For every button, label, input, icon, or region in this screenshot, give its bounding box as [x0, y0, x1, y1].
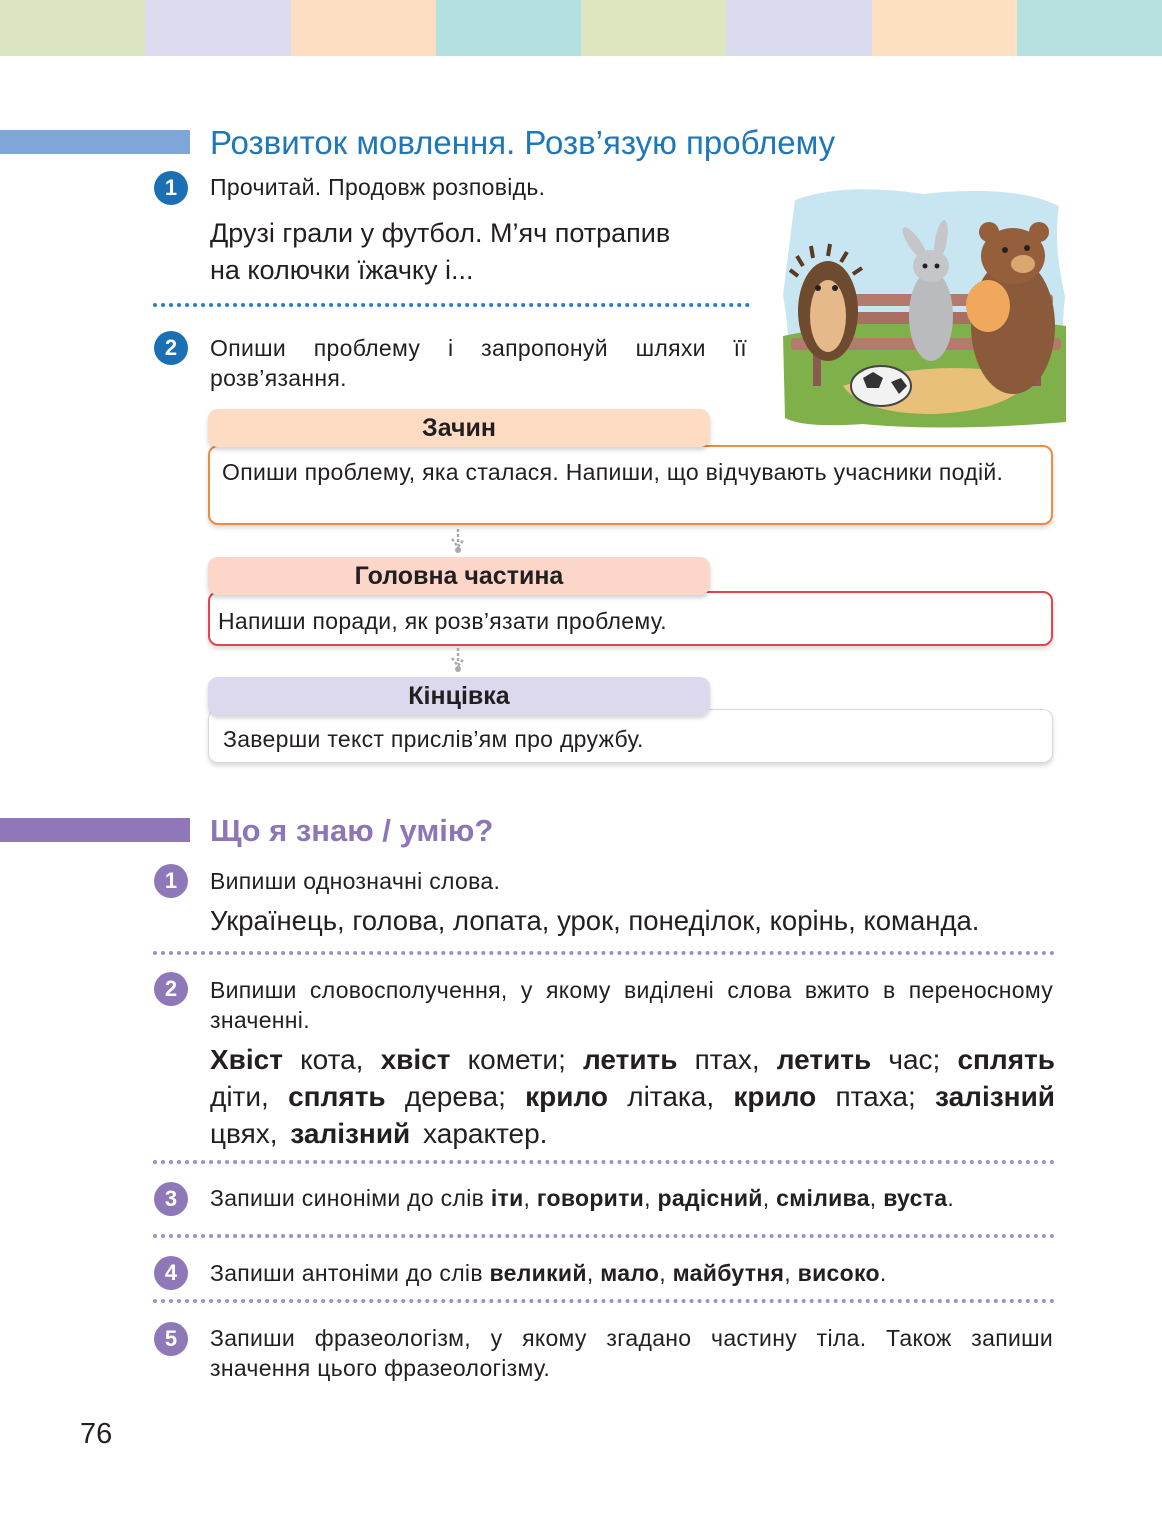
plan-box-intro: Опиши проблему, яка сталася. Напиши, що відчувають учасники подій. [208, 445, 1053, 525]
separator: , [523, 1185, 537, 1211]
plan-box-main: Напиши поради, як розв’язати проблему. [208, 591, 1053, 646]
color-stripe [0, 0, 145, 56]
separator: , [586, 1260, 601, 1286]
color-stripe [872, 0, 1017, 56]
color-stripe [726, 0, 871, 56]
task1-number-badge: 1 [154, 171, 188, 205]
separator: . [947, 1185, 955, 1211]
separator: , [784, 1260, 798, 1286]
phrase-rest: характер. [410, 1118, 548, 1149]
target-word: смілива [776, 1185, 870, 1211]
answer-dotted-line [153, 1234, 1055, 1238]
plan-header-ending: Кінцівка [208, 677, 710, 715]
arrow-down-icon [449, 529, 467, 555]
plan-box-ending: Заверши текст прислів’ям про дружбу. [208, 709, 1053, 763]
task1-instruction: Прочитай. Продовж розповідь. [210, 174, 546, 200]
section2-title: Що я знаю / умію? [210, 813, 494, 848]
highlighted-word: летить [776, 1044, 872, 1075]
highlighted-word: крило [525, 1081, 608, 1112]
phrase-rest: комети; [450, 1044, 583, 1075]
task1-text-line1: Друзі грали у футбол. М’яч потрапив [210, 218, 671, 248]
target-word: великий [489, 1260, 587, 1286]
separator: . [879, 1260, 887, 1286]
target-word: радісний [657, 1185, 763, 1211]
answer-dotted-line [153, 1299, 1055, 1303]
phrase-rest: цвях, [210, 1118, 291, 1149]
plan-header-intro: Зачин [208, 409, 710, 447]
target-word: мало [600, 1260, 660, 1286]
color-stripe [291, 0, 436, 56]
instruction-prefix: Запиши антоніми до слів [210, 1260, 490, 1286]
s2-task2-phrases [210, 1041, 1055, 1152]
target-word: іти [490, 1185, 524, 1211]
highlighted-word: сплять [288, 1081, 386, 1112]
target-word: майбутня [672, 1260, 785, 1286]
highlighted-word: залізний [290, 1118, 411, 1149]
phrase-rest: діти, [210, 1081, 289, 1112]
highlighted-word: летить [582, 1044, 678, 1075]
s2-task4-instruction [210, 1258, 887, 1288]
plan-header-main: Головна частина [208, 557, 710, 595]
phrase-rest: літака, [607, 1081, 734, 1112]
task2-number-badge: 2 [154, 331, 188, 365]
separator: , [869, 1185, 884, 1211]
top-color-stripes [0, 0, 1162, 56]
color-stripe [1017, 0, 1162, 56]
arrow-down-icon [449, 648, 467, 674]
s2-task1-instruction: Випиши однозначні слова. [210, 868, 501, 894]
section1-accent-bar [0, 130, 190, 154]
target-word: говорити [536, 1185, 645, 1211]
s2-task5-number-badge: 5 [154, 1322, 188, 1356]
separator: , [762, 1185, 777, 1211]
phrase-rest: птаха; [816, 1081, 936, 1112]
color-stripe [436, 0, 581, 56]
answer-dotted-line [153, 951, 1055, 955]
answer-dotted-line [153, 1160, 1055, 1164]
highlighted-word: залізний [935, 1081, 1055, 1112]
highlighted-word: Хвіст [210, 1044, 283, 1075]
s2-task2-instruction: Випиши словосполучення, у якому виділені слова вжито в переносному значенні. [210, 977, 1053, 1033]
s2-task1-number-badge: 1 [154, 864, 188, 898]
separator: , [659, 1260, 673, 1286]
task2-instruction: Опиши проблему і запропонуй шляхи її розв’язання. [210, 335, 747, 391]
separator: , [644, 1185, 658, 1211]
s2-task4-number-badge: 4 [154, 1256, 188, 1290]
s2-task2-number-badge: 2 [154, 972, 188, 1006]
instruction-prefix: Запиши синоніми до слів [210, 1185, 491, 1211]
s2-task5-instruction: Запиши фразеологізм, у якому згадано частину тіла. Також запиши значення цього фразеологізму. [210, 1325, 1053, 1381]
answer-dotted-line [153, 303, 750, 307]
target-word: високо [797, 1260, 880, 1286]
color-stripe [581, 0, 726, 56]
s2-task3-number-badge: 3 [154, 1182, 188, 1216]
hedgehog-rabbit-bear-illustration [783, 186, 1066, 428]
target-word: вуста [883, 1185, 948, 1211]
s2-task1-words: Українець, голова, лопата, урок, понеділок, корінь, команда. [210, 905, 980, 936]
section2-accent-bar [0, 818, 190, 842]
page-number: 76 [80, 1418, 113, 1450]
color-stripe [145, 0, 290, 56]
task1-text-line2: на колючки їжачку і... [210, 255, 474, 285]
phrase-rest: дерева; [385, 1081, 526, 1112]
section1-title: Розвиток мовлення. Розв’язую проблему [210, 124, 836, 161]
phrase-rest: час; [871, 1044, 958, 1075]
phrase-rest: птах, [677, 1044, 777, 1075]
highlighted-word: хвіст [380, 1044, 451, 1075]
s2-task3-instruction [210, 1183, 954, 1213]
highlighted-word: сплять [957, 1044, 1055, 1075]
highlighted-word: крило [733, 1081, 817, 1112]
phrase-rest: кота, [282, 1044, 381, 1075]
